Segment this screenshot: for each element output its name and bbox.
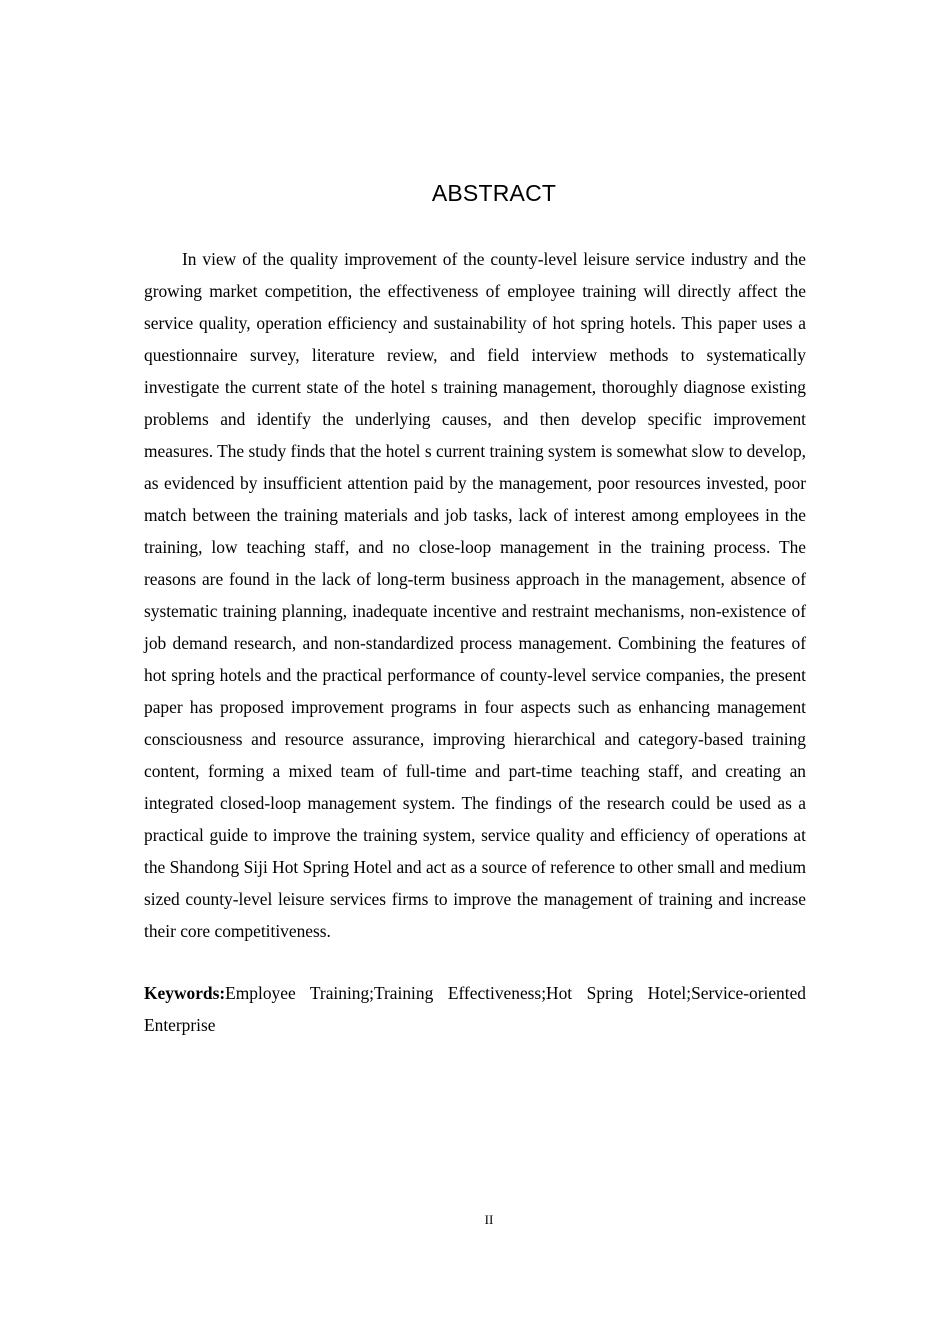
abstract-heading: ABSTRACT xyxy=(431,180,557,206)
keywords-line xyxy=(144,977,806,1041)
abstract-paragraph: In view of the quality improvement of the county-level leisure service industry and the growing market competition, the effectiveness of employee training will directly affect the service quality, operation efficiency and sustainability of hot spring hotels. This paper uses a questionnaire survey, literature review, and field interview methods to systematically investigate the current state of the hotel s training management, thoroughly diagnose existing problems and identify the underlying causes, and then develop specific improvement measures. The study finds that the hotel s current training system is somewhat slow to develop, as evidenced by insufficient attention paid by the management, poor resources invested, poor match between the training materials and job tasks, lack of interest among employees in the training, low teaching staff, and no close-loop management in the training process. The reasons are found in the lack of long-term business approach in the management, absence of systematic training planning, inadequate incentive and restraint mechanisms, non-existence of job demand research, and non-standardized process management. Combining the features of hot spring hotels and the practical performance of county-level service companies, the present paper has proposed improvement programs in four aspects such as enhancing management consciousness and resource assurance, improving hierarchical and category-based training content, forming a mixed team of full-time and part-time teaching staff, and creating an integrated closed-loop management system. The findings of the research could be used as a practical guide to improve the training system, service quality and efficiency of operations at the Shandong Siji Hot Spring Hotel and act as a source of reference to other small and medium sized county-level leisure services firms to improve the management of training and increase their core competitiveness. xyxy=(144,249,806,941)
page-number: II xyxy=(484,1212,494,1227)
keywords-text: Employee Training;Training Effectiveness;Hot Spring Hotel;Service-oriented Enterprise xyxy=(144,983,806,1035)
keywords-label: Keywords: xyxy=(144,983,226,1003)
